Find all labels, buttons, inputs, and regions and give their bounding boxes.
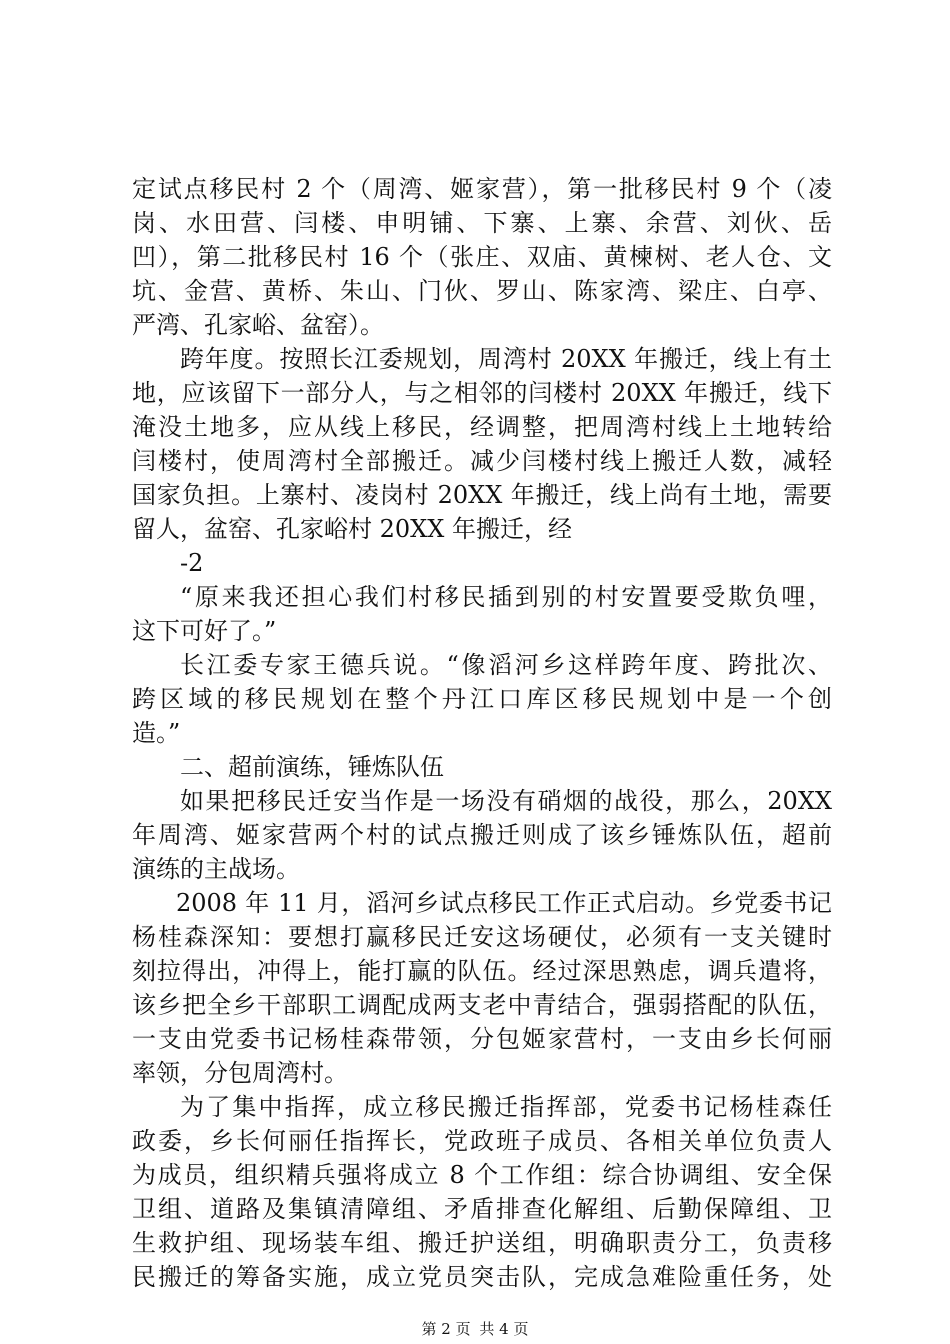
page-total: 共 4 页 <box>479 1320 529 1338</box>
text-line: 这下可好了。” <box>132 617 277 645</box>
text-line: 杨桂森深知：要想打赢移民迁安这场硬仗，必须有一支关键时 <box>132 923 832 951</box>
text-line: 民搬迁的筹备实施，成立党员突击队，完成急难险重任务，处 <box>132 1263 832 1291</box>
text-line: 演练的主战场。 <box>132 855 300 883</box>
text-line: 严湾、孔家峪、盆窑）。 <box>132 311 384 339</box>
text-line: 留人，盆窑、孔家峪村 20XX 年搬迁，经 <box>132 515 572 543</box>
text-line: 定试点移民村 2 个（周湾、姬家营），第一批移民村 9 个（凌 <box>132 175 832 203</box>
text-line: 该乡把全乡干部职工调配成两支老中青结合，强弱搭配的队伍， <box>132 991 832 1019</box>
document-body <box>132 172 832 1294</box>
text-line: 造。” <box>132 719 181 747</box>
text-line: 生救护组、现场装车组、搬迁护送组，明确职责分工，负责移 <box>132 1229 832 1257</box>
section-heading: 二、超前演练，锤炼队伍 <box>180 753 444 781</box>
page-number: 第 2 页 <box>421 1320 471 1338</box>
text-line: 刻拉得出，冲得上，能打赢的队伍。经过深思熟虑，调兵遣将， <box>132 957 832 985</box>
text-line: 凹），第二批移民村 16 个（张庄、双庙、黄楝树、老人仓、文 <box>132 243 832 271</box>
text-line: 岗、水田营、闫楼、申明铺、下寨、上寨、余营、刘伙、岳 <box>132 209 832 237</box>
text-line: 跨区域的移民规划在整个丹江口库区移民规划中是一个创 <box>132 685 832 713</box>
inline-page-marker: -2 <box>180 549 204 577</box>
paragraph-first-line: 2008 年 11 月，滔河乡试点移民工作正式启动。乡党委书记 <box>176 889 832 917</box>
text-line: 政委，乡长何丽任指挥长，党政班子成员、各相关单位负责人 <box>132 1127 832 1155</box>
text-line: 为成员，组织精兵强将成立 8 个工作组：综合协调组、安全保 <box>132 1161 832 1189</box>
text-line: 国家负担。上寨村、凌岗村 20XX 年搬迁，线上尚有土地，需要 <box>132 481 832 509</box>
paragraph-first-line: 为了集中指挥，成立移民搬迁指挥部，党委书记杨桂森任 <box>180 1093 832 1121</box>
text-line: 闫楼村，使周湾村全部搬迁。减少闫楼村线上搬迁人数，减轻 <box>132 447 832 475</box>
text-line: 一支由党委书记杨桂森带领，分包姬家营村，一支由乡长何丽 <box>132 1025 832 1053</box>
paragraph-first-line: 长江委专家王德兵说。“像滔河乡这样跨年度、跨批次、 <box>180 651 832 679</box>
text-line: 率领，分包周湾村。 <box>132 1059 348 1087</box>
paragraph-first-line: 跨年度。按照长江委规划，周湾村 20XX 年搬迁，线上有土 <box>180 345 832 373</box>
text-line: 淹没土地多，应从线上移民，经调整，把周湾村线上土地转给 <box>132 413 832 441</box>
page-footer <box>0 1318 950 1339</box>
paragraph-first-line: 如果把移民迁安当作是一场没有硝烟的战役，那么，20XX <box>180 787 832 815</box>
text-line: 地，应该留下一部分人，与之相邻的闫楼村 20XX 年搬迁，线下 <box>132 379 832 407</box>
text-line: 年周湾、姬家营两个村的试点搬迁则成了该乡锤炼队伍，超前 <box>132 821 832 849</box>
text-line: 坑、金营、黄桥、朱山、门伙、罗山、陈家湾、梁庄、白亭、 <box>132 277 832 305</box>
quote-first-line: “原来我还担心我们村移民插到别的村安置要受欺负哩， <box>180 583 832 611</box>
text-line: 卫组、道路及集镇清障组、矛盾排查化解组、后勤保障组、卫 <box>132 1195 832 1223</box>
